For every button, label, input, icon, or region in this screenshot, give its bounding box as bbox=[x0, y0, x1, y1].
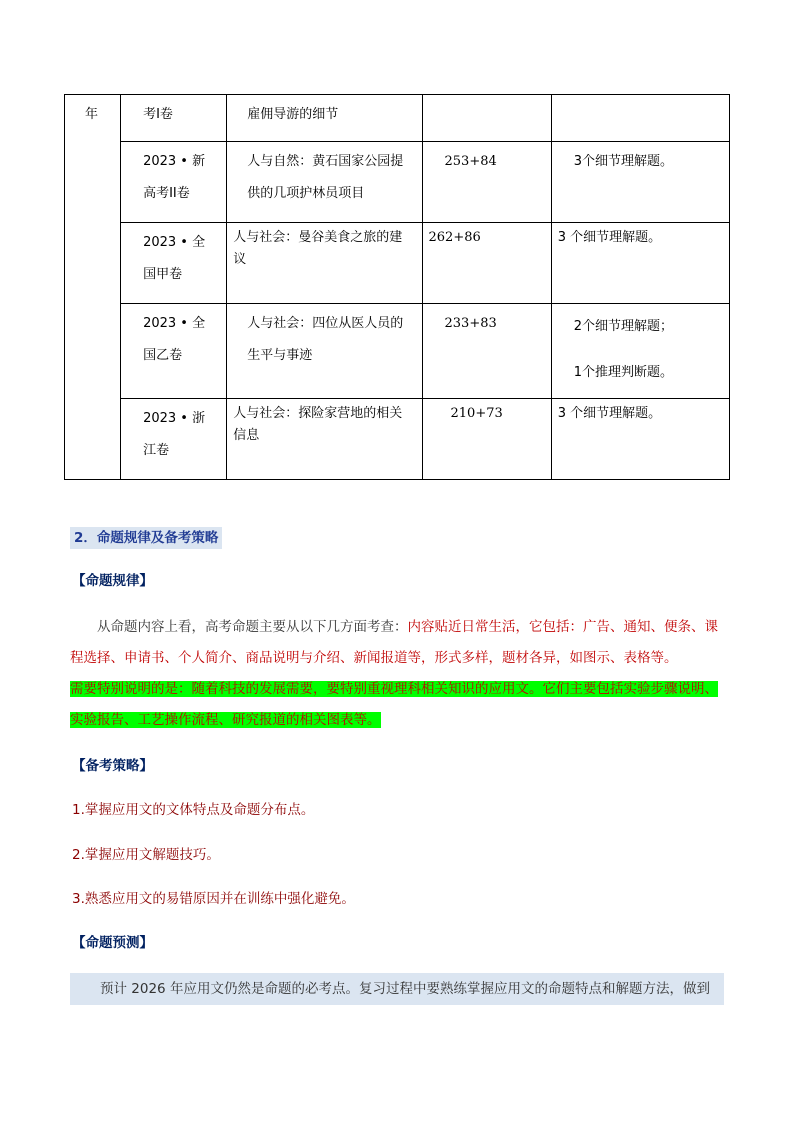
question-type-cell: 3 个细节理解题。 bbox=[551, 399, 729, 480]
rule-detail-text: 内容贴近日常生活，它包括：广告、通知、便条、课程选择、申请书、个人简介、商品说明与介绍、新闻报道等，形式多样，题材各异，如图示、表格等。 bbox=[70, 619, 718, 666]
strategy-item: 3.熟悉应用文的易错原因并在训练中强化避免。 bbox=[72, 891, 355, 907]
topic-cell: 人与社会：探险家营地的相关信息 bbox=[227, 399, 422, 480]
table-row bbox=[65, 142, 730, 223]
strategy-item: 2.掌握应用文解题技巧。 bbox=[72, 847, 220, 863]
table-row bbox=[65, 95, 730, 142]
paper-name-cell: 2023 • 全国乙卷 bbox=[121, 304, 227, 399]
topic-cell: 人与社会：四位从医人员的生平与事迹 bbox=[227, 304, 422, 399]
table-row bbox=[65, 304, 730, 399]
strategy-tag: 【备考策略】 bbox=[72, 758, 153, 774]
topic-cell: 人与社会：曼谷美食之旅的建议 bbox=[227, 223, 422, 304]
year-cell: 年 bbox=[65, 95, 121, 480]
paper-name-cell: 2023 • 浙江卷 bbox=[121, 399, 227, 480]
question-type-cell: 3个细节理解题。 bbox=[551, 142, 729, 223]
predict-paragraph bbox=[70, 973, 724, 1005]
question-type-cell: 2个细节理解题； 1个推理判断题。 bbox=[551, 304, 729, 399]
rule-paragraph bbox=[70, 612, 730, 736]
strategy-item: 1.掌握应用文的文体特点及命题分布点。 bbox=[72, 802, 315, 818]
question-type-cell bbox=[551, 95, 729, 142]
topic-cell: 人与自然：黄石国家公园提供的几项护林员项目 bbox=[227, 142, 422, 223]
word-count-cell: 262+86 bbox=[422, 223, 551, 304]
paper-name-cell: 考I卷 bbox=[121, 95, 227, 142]
rule-intro-text: 从命题内容上看，高考命题主要从以下几方面考查： bbox=[97, 619, 408, 635]
exam-analysis-table bbox=[64, 94, 730, 480]
table-row bbox=[65, 223, 730, 304]
topic-cell: 雇佣导游的细节 bbox=[227, 95, 422, 142]
section-heading: 2．命题规律及备考策略 bbox=[70, 527, 222, 549]
word-count-cell: 210+73 bbox=[422, 399, 551, 480]
word-count-cell bbox=[422, 95, 551, 142]
word-count-cell: 253+84 bbox=[422, 142, 551, 223]
table-row bbox=[65, 399, 730, 480]
predict-tag: 【命题预测】 bbox=[72, 935, 153, 951]
paper-name-cell: 2023 • 全国甲卷 bbox=[121, 223, 227, 304]
rule-tag: 【命题规律】 bbox=[72, 573, 153, 589]
word-count-cell: 233+83 bbox=[422, 304, 551, 399]
highlight-text: 需要特别说明的是：随着科技的发展需要，要特别重视理科相关知识的应用文。它们主要包括实验步骤说明、实验报告、工艺操作流程、研究报道的相关图表等。 bbox=[70, 681, 718, 728]
paper-name-cell: 2023 • 新高考II卷 bbox=[121, 142, 227, 223]
question-type-cell: 3 个细节理解题。 bbox=[551, 223, 729, 304]
predict-text: 预计 2026 年应用文仍然是命题的必考点。复习过程中要熟练掌握应用文的命题特点和解题方法，做到 bbox=[100, 981, 710, 997]
